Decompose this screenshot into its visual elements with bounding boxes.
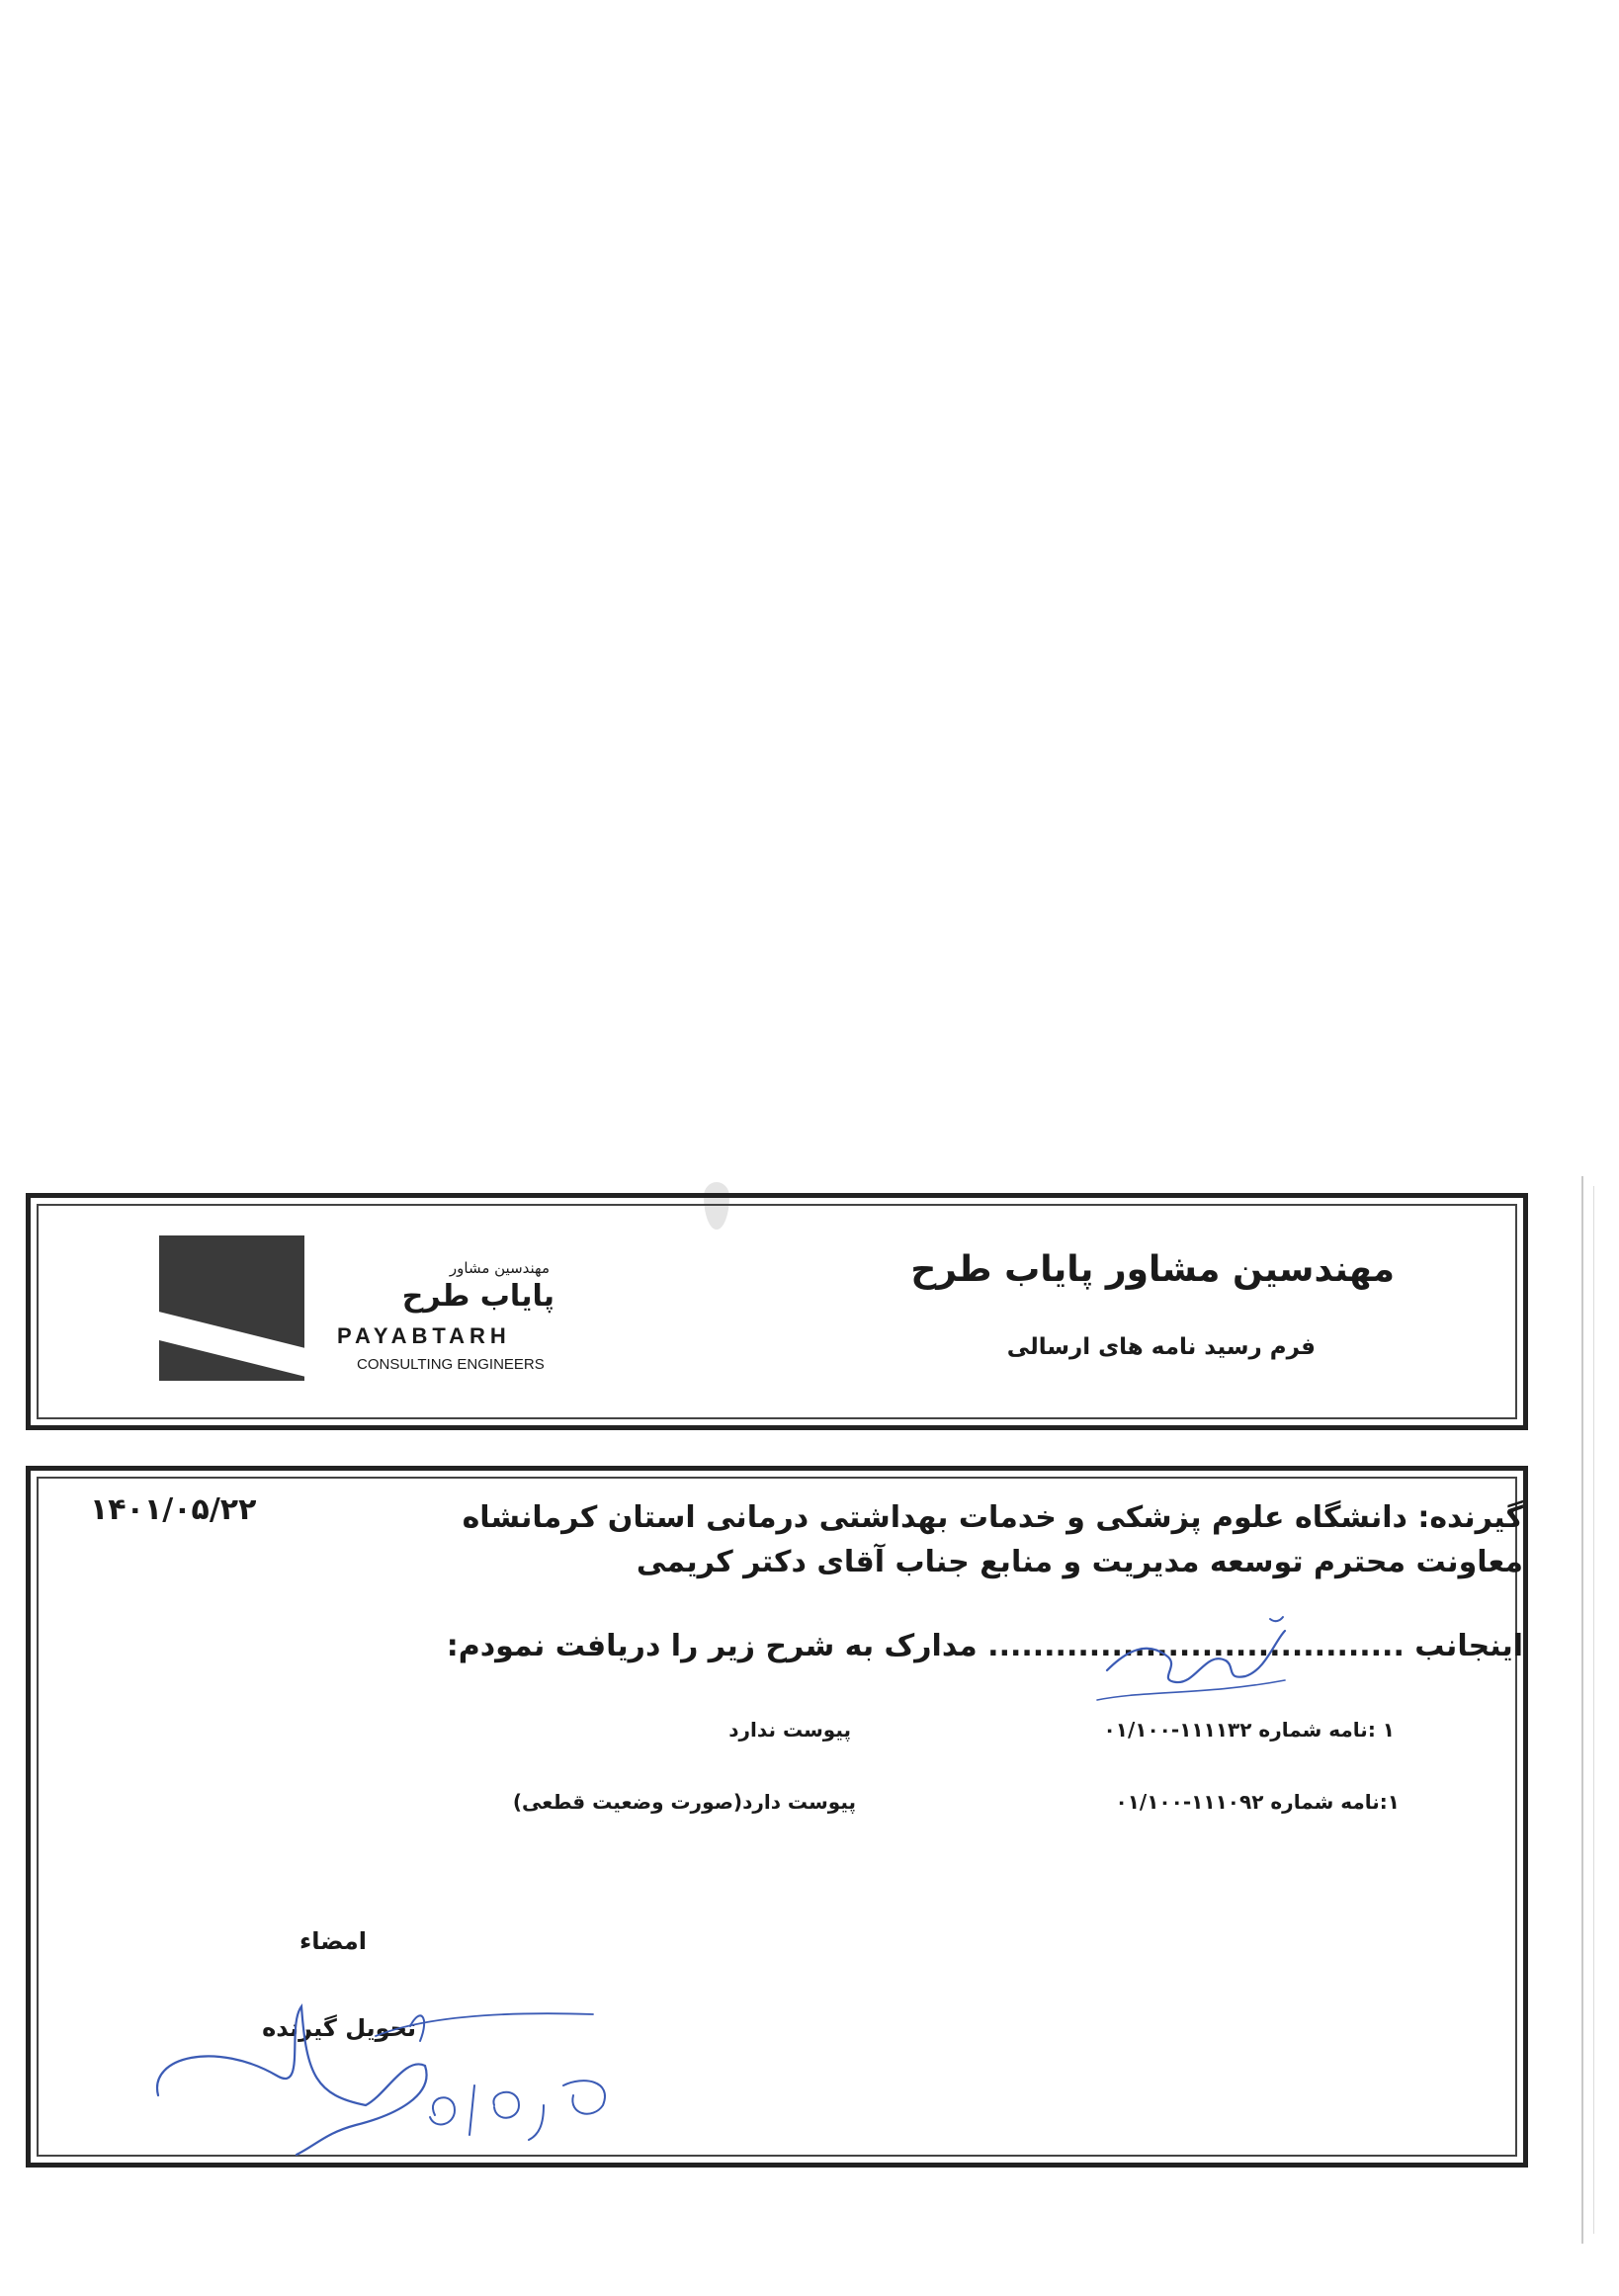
recipient-line-2: معاونت محترم توسعه مدیریت و منابع جناب آقای دکتر کریمی (636, 1545, 1523, 1579)
letter-item-2: ۱:نامه شماره ۱۱۱۰۹۲-۰۱/۱۰۰ (1115, 1790, 1400, 1814)
recipient-line-1: گیرنده: دانشگاه علوم پزشکی و خدمات بهداشتی درمانی استان کرمانشاه (462, 1500, 1523, 1535)
form-title: فرم رسید نامه های ارسالی (1006, 1334, 1316, 1360)
logo-english-subtitle: CONSULTING ENGINEERS (357, 1356, 545, 1373)
attachment-status-1: پیوست ندارد (728, 1718, 851, 1742)
scan-edge (1581, 1176, 1583, 2244)
scan-edge (1593, 1186, 1594, 2234)
letterhead-box (26, 1193, 1528, 1430)
date: ۱۴۰۱/۰۵/۲۲ (90, 1492, 257, 1527)
receipt-body-box (26, 1466, 1528, 2168)
company-title: مهندسین مشاور پایاب طرح (910, 1249, 1395, 1290)
receipt-statement: اینجانب ..................................... مدارک به شرح زیر را دریافت نمودم: (446, 1629, 1523, 1663)
attachment-status-2: پیوست دارد(صورت وضعیت قطعی) (512, 1790, 856, 1814)
company-logo-mark (159, 1235, 304, 1381)
logo-persian-name: پایاب طرح (401, 1279, 554, 1314)
logo-persian-subtitle: مهندسین مشاور (449, 1259, 550, 1277)
recipient-signature-label: تحویل گیرنده (262, 2014, 416, 2042)
signature-label: امضاء (298, 1927, 367, 1955)
logo-english-name: PAYABTARH (337, 1323, 511, 1348)
letter-item-1: ۱ :نامه شماره ۱۱۱۱۳۲-۰۱/۱۰۰ (1103, 1718, 1395, 1742)
